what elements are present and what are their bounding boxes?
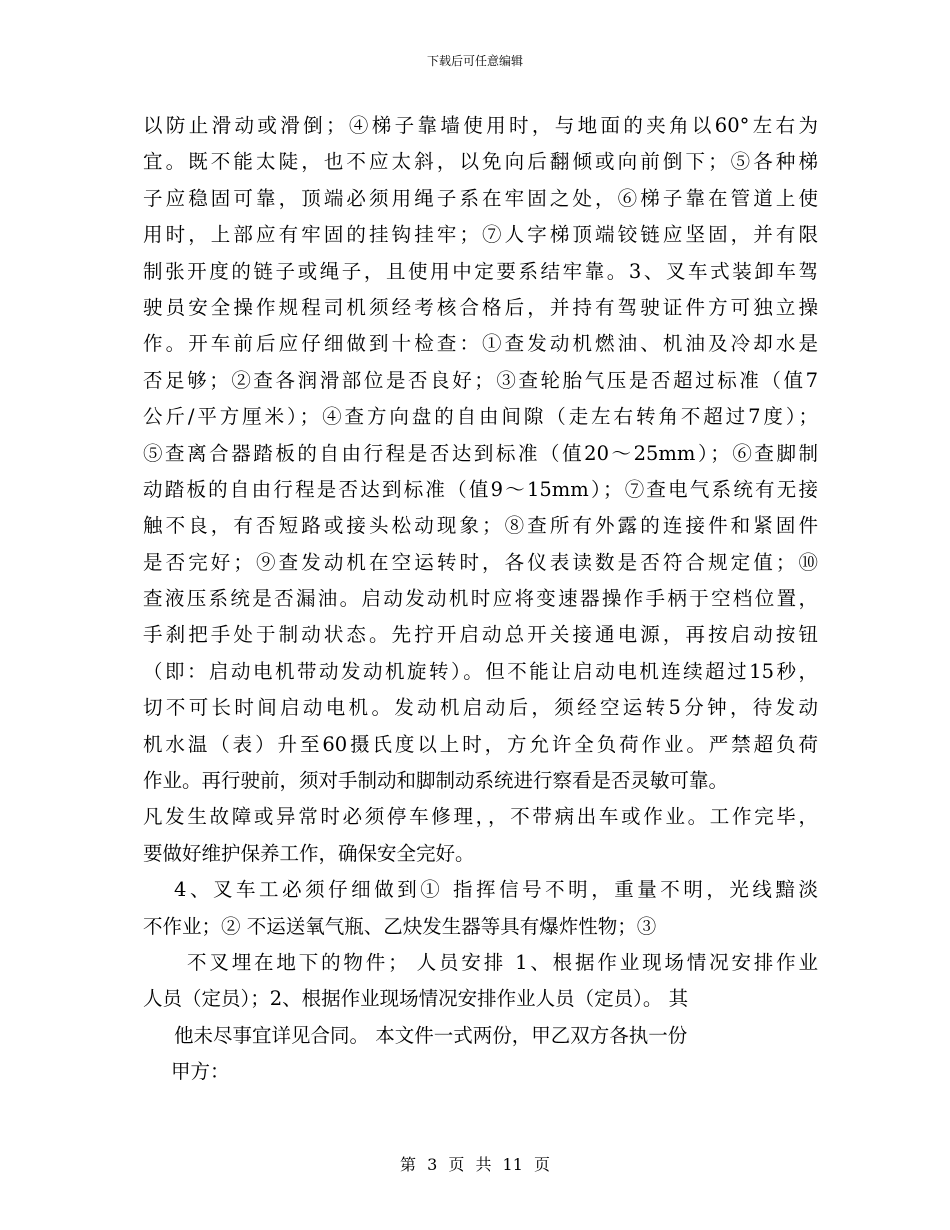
text-line: 公斤/平方厘米）；④查方向盘的自由间隙（走左右转角不超过7度）； [143, 405, 818, 429]
text-line: 宜。既不能太陡，也不应太斜，以免向后翻倾或向前倒下；⑤各种梯 [143, 150, 818, 174]
text-line: 作。开车前后应仔细做到十检查：①查发动机燃油、机油及冷却水是 [143, 332, 818, 356]
text-line: （即：启动电机带动发动机旋转）。但不能让启动电机连续超过15秒， [143, 659, 818, 683]
text-line: 作业。再行驶前，须对手制动和脚制动系统进行察看是否灵敏可靠。 [143, 769, 729, 793]
text-line: 不叉埋在地下的物件； 人员安排 1、根据作业现场情况安排作业 [187, 950, 818, 974]
text-line: 凡发生故障或异常时必须停车修理，，不带病出车或作业。工作完毕， [143, 805, 818, 829]
text-line: 要做好维护保养工作，确保安全完好。 [143, 841, 475, 865]
text-line: 子应稳固可靠，顶端必须用绳子系在牢固之处，⑥梯子靠在管道上使 [143, 186, 818, 210]
text-line: 动踏板的自由行程是否达到标准（值9～15mm）；⑦查电气系统有无接 [143, 477, 818, 501]
text-line: 他未尽事宜详见合同。 本文件一式两份，甲乙双方各执一份 [174, 1023, 688, 1047]
text-line: 驶员安全操作规程司机须经考核合格后，并持有驾驶证件方可独立操 [143, 295, 818, 319]
document-body [143, 108, 818, 1091]
text-line: 制张开度的链子或绳子，且使用中定要系结牢靠。3、叉车式装卸车驾 [143, 259, 818, 283]
text-line: 4、叉车工必须仔细做到① 指挥信号不明，重量不明，光线黯淡 [174, 878, 818, 902]
text-line: 否足够；②查各润滑部位是否良好；③查轮胎气压是否超过标准（值7 [143, 368, 818, 392]
text-line: 不作业；② 不运送氧气瓶、乙炔发生器等具有爆炸性物；③ [143, 914, 657, 938]
text-line: 用时，上部应有牢固的挂钩挂牢；⑦人字梯顶端铰链应坚固，并有限 [143, 223, 818, 247]
text-line: 以防止滑动或滑倒；④梯子靠墙使用时，与地面的夹角以60°左右为 [143, 114, 818, 137]
text-line: 切不可长时间启动电机。发动机启动后，须经空运转5分钟，待发动 [143, 696, 818, 720]
text-line: ⑤查离合器踏板的自由行程是否达到标准（值20～25mm）；⑥查脚制 [143, 441, 818, 465]
page-header: 下载后可任意编辑 [426, 54, 523, 68]
text-line: 是否完好；⑨查发动机在空运转时，各仪表读数是否符合规定值；⑩ [143, 550, 818, 574]
text-line: 手刹把手处于制动状态。先拧开启动总开关接通电源，再按启动按钮 [143, 623, 818, 647]
text-line: 机水温（表）升至60摄氏度以上时，方允许全负荷作业。严禁超负荷 [143, 732, 818, 756]
text-line: 查液压系统是否漏油。启动发动机时应将变速器操作手柄于空档位置， [143, 587, 818, 611]
text-line: 甲方： [171, 1060, 230, 1084]
text-line: 人员（定员）；2、根据作业现场情况安排作业人员（定员）。 其 [143, 987, 689, 1011]
text-line: 触不良，有否短路或接头松动现象；⑧查所有外露的连接件和紧固件 [143, 514, 818, 538]
page-number: 第 3 页 共 11 页 [400, 1155, 550, 1174]
